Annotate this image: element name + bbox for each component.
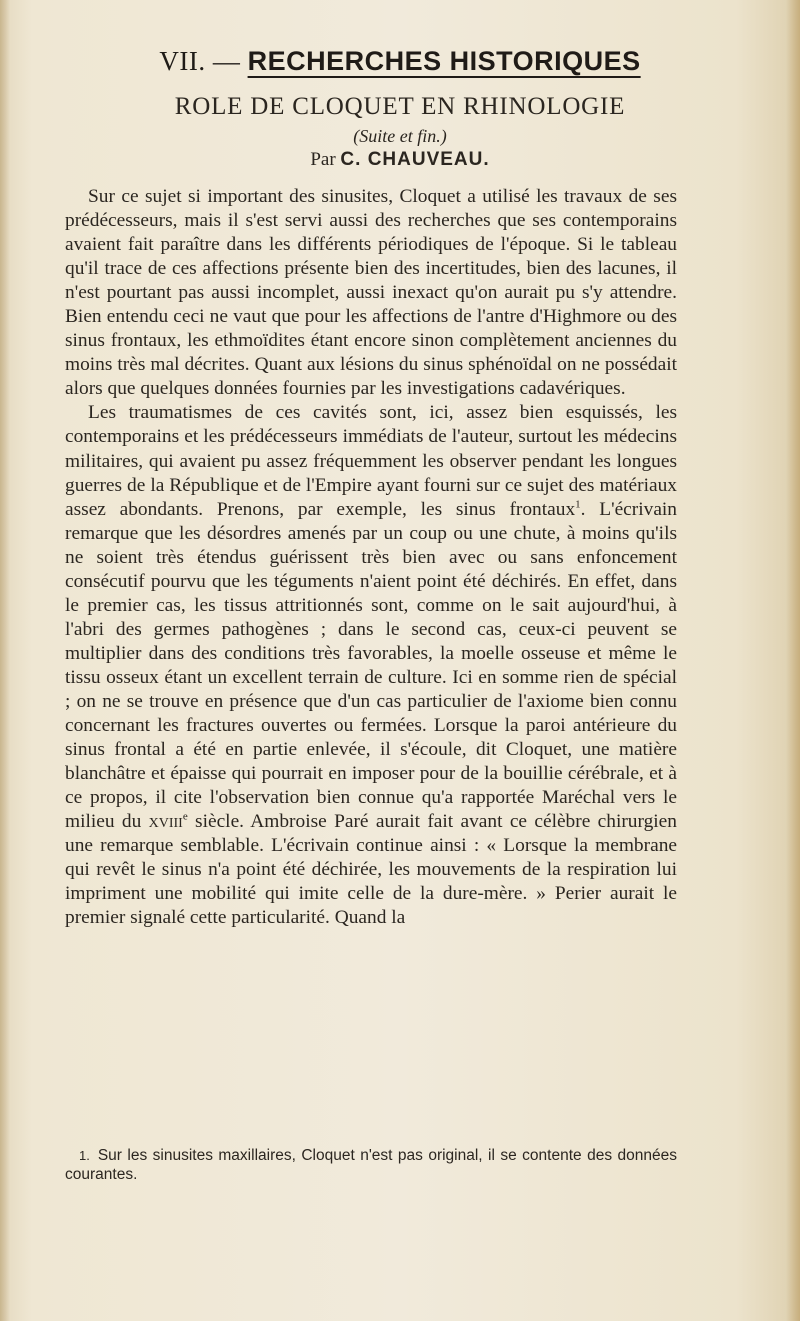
section-heading: RECHERCHES HISTORIQUES: [247, 46, 641, 76]
byline-prefix: Par: [310, 149, 336, 170]
page-edge-left: [0, 0, 10, 1321]
author-name: C. CHAUVEAU.: [340, 149, 490, 170]
paragraph-2: [65, 401, 677, 930]
article-subtitle: (Suite et fin.): [353, 126, 447, 146]
article-body: [65, 185, 677, 930]
section-number: VII. —: [159, 46, 241, 76]
paragraph-1: Sur ce sujet si important des sinusites, Cloquet a utilisé les travaux de ses prédécesseurs, mais il s'est servi aussi des recherches que ses contemporains avaient fait paraître dans les différents périodiques de l'époque. Si le tableau qu'il trace de ces affections présente bien des incertitudes, bien des lacunes, il n'est pourtant pas aussi incomplet, aussi inexact qu'on aurait pu s'y attendre. Bien entendu ceci ne vaut que pour les affections de l'antre d'Highmore ou des sinus frontaux, les ethmoïdites étant encore sinon complètement anciennes du moins très mal décrites. Quant aux lésions du sinus sphénoïdal on ne possédait alors que quelques données fournies par les investigations cadavériques.: [65, 186, 677, 400]
footnote-text: Sur les sinusites maxillaires, Cloquet n'est pas original, il se contente des données courantes.: [65, 1147, 677, 1183]
paragraph-2-part-1: Les traumatismes de ces cavités sont, ici, assez bien esquissés, les contemporains et les prédécesseurs immédiats de l'auteur, surtout les médecins militaires, qui avaient pu assez fréquemment les observer pendant les longues guerres de la République et de l'Empire ayant fourni sur ce sujet des matériaux assez abondants. Prenons, par exemple, les sinus frontaux: [65, 402, 677, 520]
footnote-number: 1.: [79, 1148, 90, 1163]
page-edge-right: [786, 0, 800, 1321]
article-title: ROLE DE CLOQUET EN RHINOLOGIE: [174, 93, 626, 120]
section-title: [0, 46, 800, 77]
century-suffix: e: [182, 810, 188, 823]
paragraph-2-part-3: siècle. Ambroise Paré aurait fait avant ce célèbre chirurgien une remarque semblable. L'écrivain continue ainsi : « Lorsque la membrane qui revêt le sinus n'a point été déchirée, les mouvements de la respiration lui impriment une mobilité qui imite celle de la dure-mère. » Perier aurait le premier signalé cette particularité. Quand la: [65, 811, 677, 929]
footnote: [65, 1146, 677, 1184]
footnote-reference[interactable]: 1: [575, 498, 581, 511]
century-numeral: xviii: [148, 811, 183, 833]
paragraph-2-part-2: . L'écrivain remarque que les désordres amenés par un coup ou une chute, à moins qu'ils ne soient très étendus guérissent très bien avec ou sans enfoncement consécutif pourvu que les téguments n'aient point été déchirés. En effet, dans le premier cas, les tissus attritionnés sont, comme on le sait aujourd'hui, à l'abri des germes pathogènes ; dans le second cas, ceux-ci peuvent se multiplier dans des conditions très favorables, la moelle osseuse et même le tissu osseux étant un excellent terrain de culture. Ici en somme rien de spécial ; on ne se trouve en présence que d'un cas particulier de l'axiome bien connu concernant les fractures ouvertes ou fermées. Lorsque la paroi antérieure du sinus frontal a été en partie enlevée, il s'écoule, dit Cloquet, une matière blanchâtre et épaisse qui pourrait en imposer pour de la bouillie cérébrale, et à ce propos, il cite l'observation bien connue qu'a rapportée Maréchal vers le milieu du: [65, 498, 678, 833]
byline: [0, 149, 800, 171]
